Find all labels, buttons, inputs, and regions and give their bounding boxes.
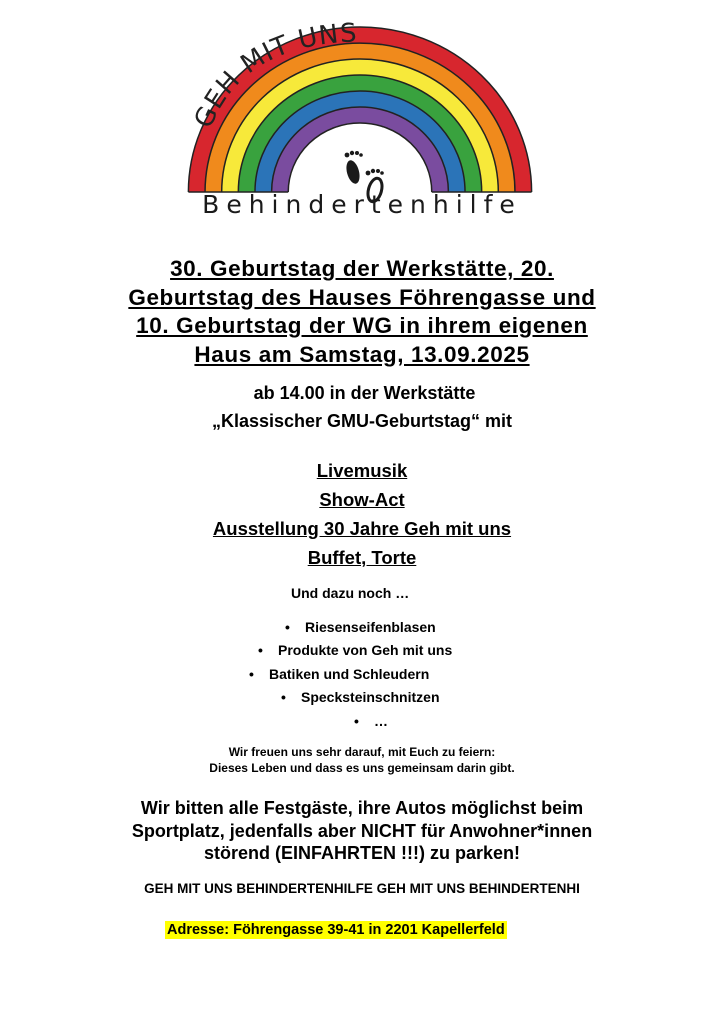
logo-arc-text: GEH MIT UNS	[188, 20, 359, 133]
extras-list-item	[285, 619, 436, 635]
organization-banner: GEH MIT UNS BEHINDERTENHILFE GEH MIT UNS BEHINDERTENHI	[144, 881, 580, 896]
headline-line-3: 10. Geburtstag der WG in ihrem eigenen	[136, 313, 588, 338]
event-subtitle: „Klassischer GMU-Geburtstag“ mit	[211, 411, 513, 431]
bullet-marker: •	[285, 619, 290, 635]
program-item: Livemusik	[316, 460, 408, 481]
parking-line-3: störend (EINFAHRTEN !!!) zu parken!	[203, 843, 520, 863]
extras-list-item	[258, 642, 452, 658]
extras-item-text: Riesenseifenblasen	[305, 619, 436, 635]
headline-line-1: 30. Geburtstag der Werkstätte, 20.	[170, 256, 554, 281]
parking-request	[0, 797, 724, 865]
closing-line-1: Wir freuen uns sehr darauf, mit Euch zu feiern:	[228, 745, 496, 759]
extras-item-text: Specksteinschnitzen	[301, 689, 440, 705]
headline-line-4: Haus am Samstag, 13.09.2025	[194, 341, 530, 367]
start-time-line: ab 14.00 in der Werkstätte	[248, 383, 476, 403]
program-item: Buffet, Torte	[307, 547, 417, 568]
parking-line-1: Wir bitten alle Festgäste, ihre Autos möglichst beim	[140, 798, 584, 818]
bullet-marker: •	[281, 689, 286, 705]
extras-item-text: …	[374, 713, 388, 729]
closing-message	[0, 744, 724, 776]
program-item: Ausstellung 30 Jahre Geh mit uns	[212, 518, 512, 539]
parking-line-2: Sportplatz, jedenfalls aber NICHT für Anwohner*innen	[131, 820, 593, 841]
extras-list-item	[249, 666, 429, 682]
program-item: Show-Act	[319, 489, 405, 510]
program-list	[0, 456, 724, 572]
brand-name: Behindertenhilfe	[202, 190, 522, 219]
closing-line-2: Dieses Leben und dass es uns gemeinsam darin gibt.	[209, 761, 515, 775]
bullet-marker: •	[249, 666, 254, 682]
bullet-marker: •	[258, 642, 263, 658]
extras-item-text: Produkte von Geh mit uns	[278, 642, 453, 658]
address-highlight: Adresse: Föhrengasse 39-41 in 2201 Kapellerfeld	[167, 922, 505, 938]
extras-heading: Und dazu noch …	[291, 585, 410, 601]
extras-item-text: Batiken und Schleudern	[269, 666, 430, 682]
extras-list-item	[354, 713, 388, 729]
extras-list-item	[281, 689, 440, 705]
bullet-marker: •	[354, 713, 359, 729]
headline-line-2: Geburtstag des Hauses Föhrengasse und	[128, 284, 596, 310]
event-headline	[70, 255, 654, 369]
